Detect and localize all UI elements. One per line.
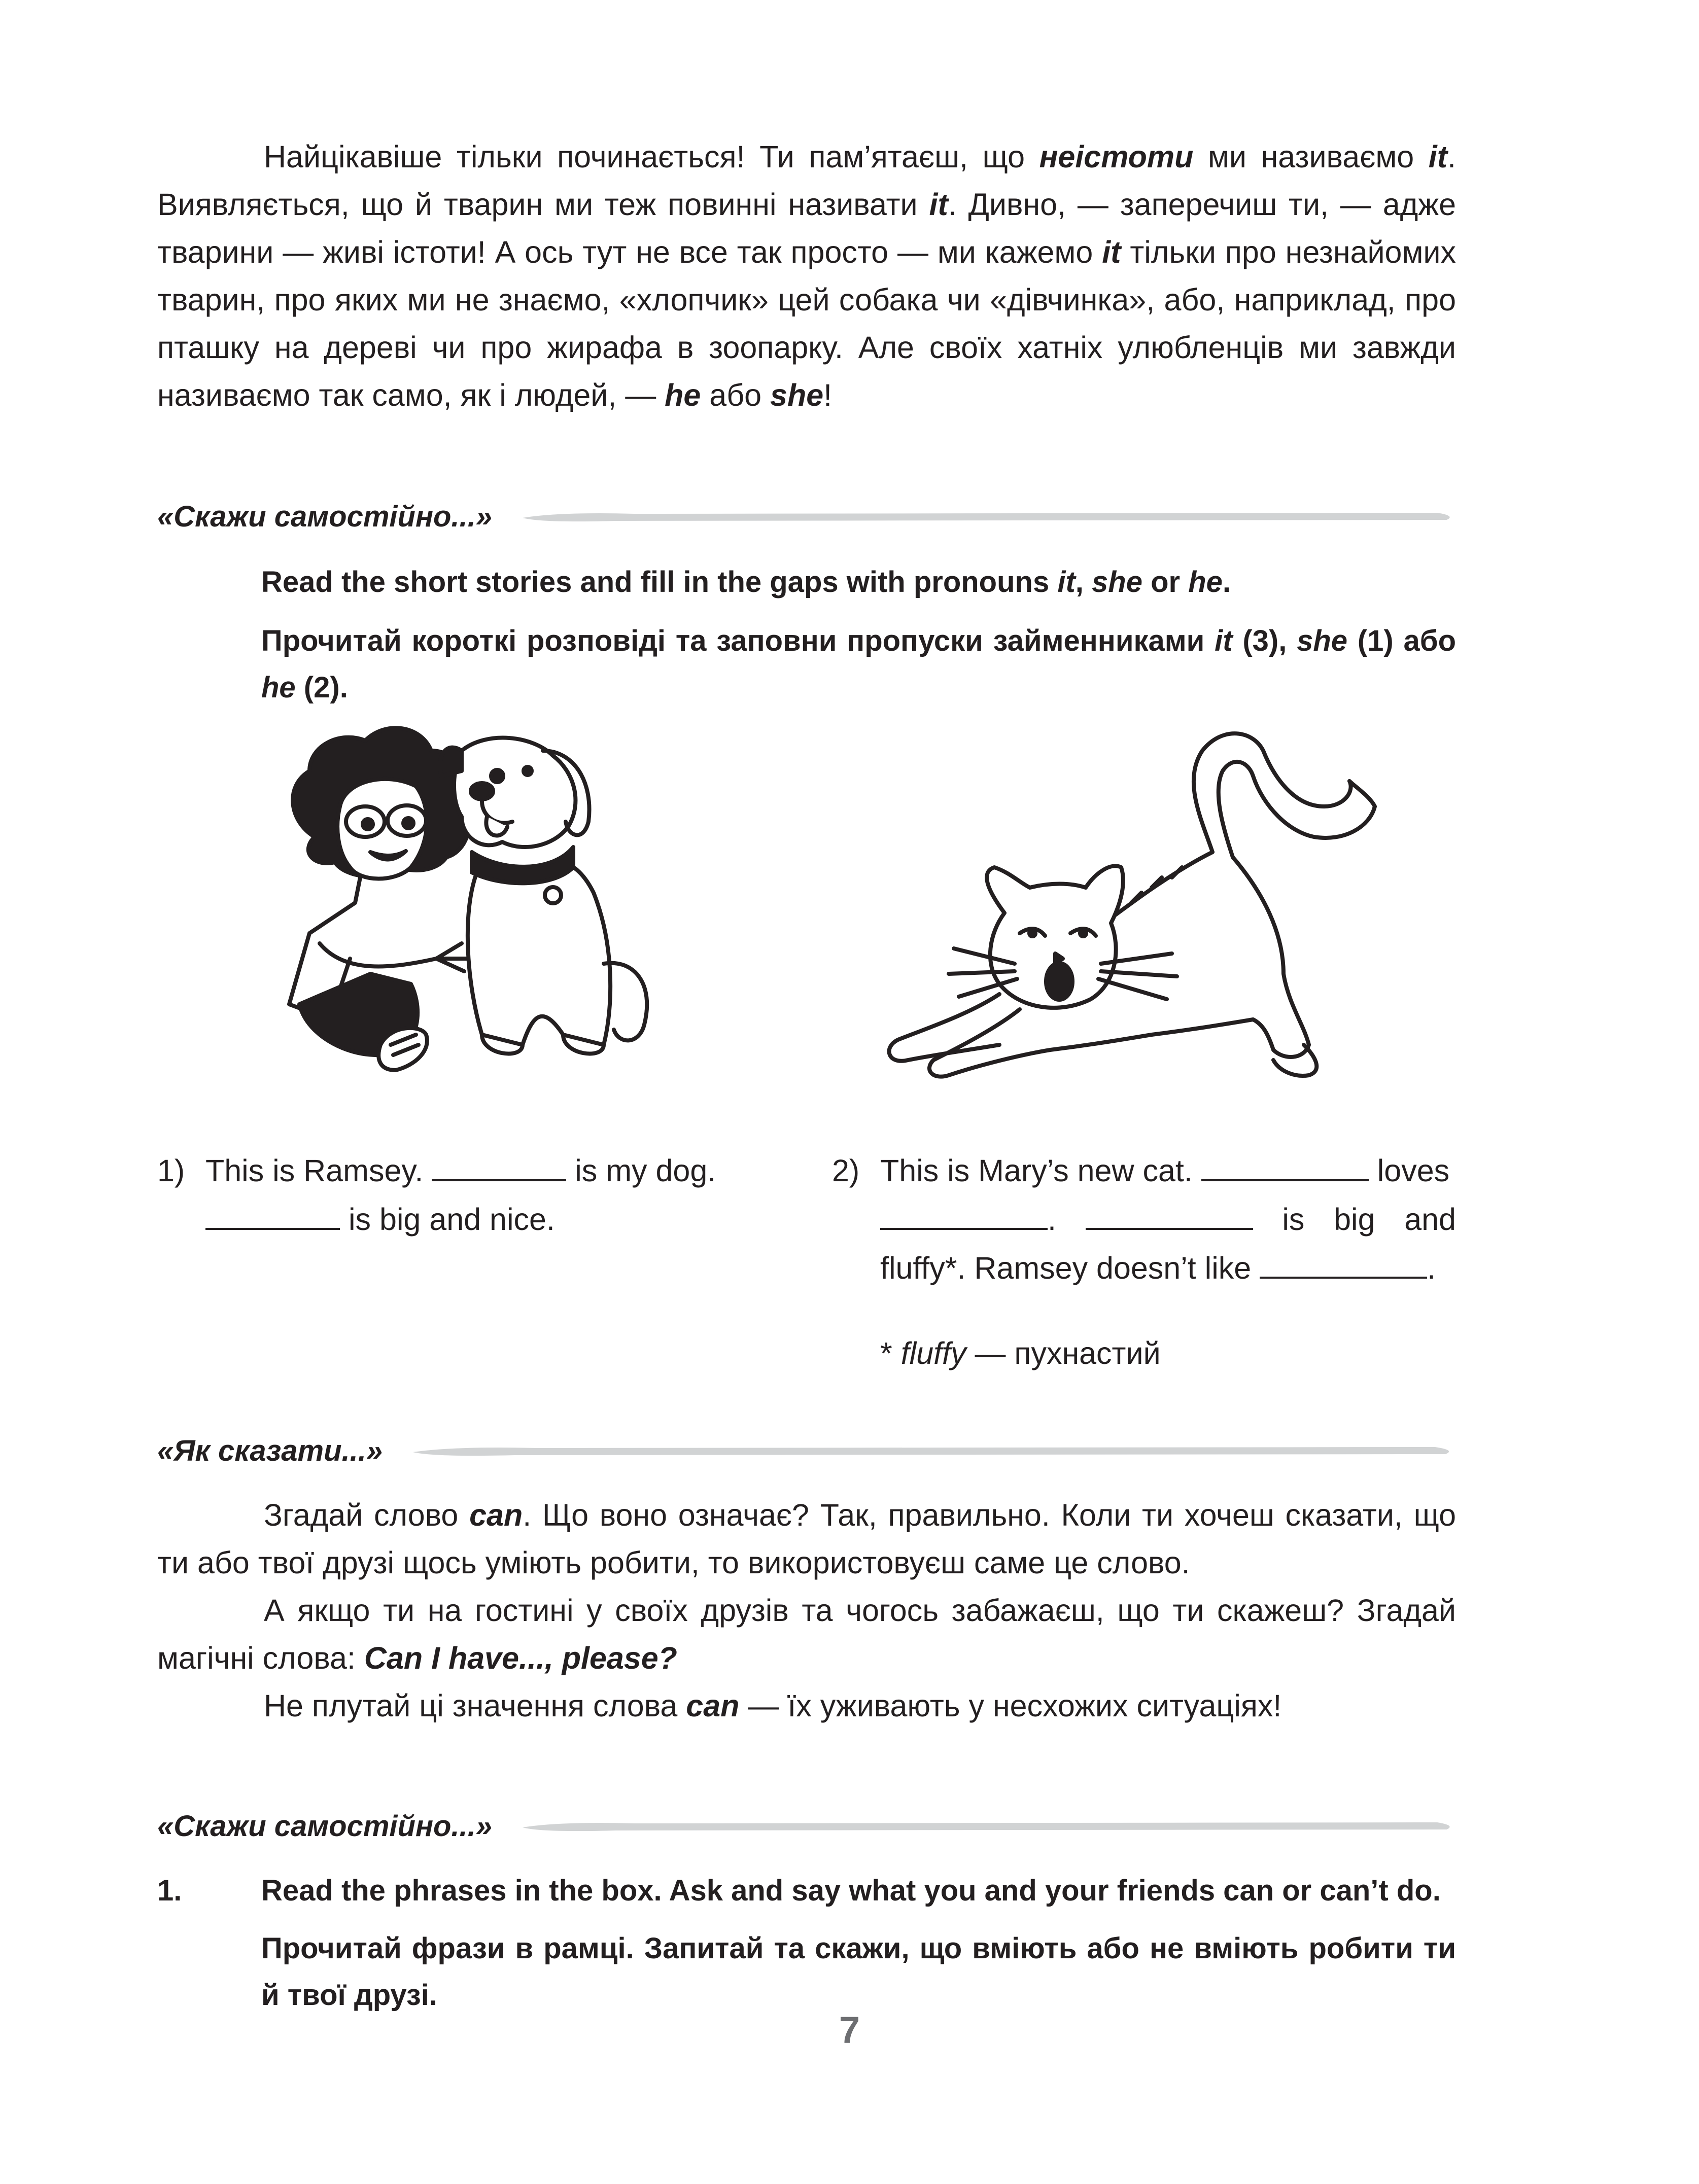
exercise-2 <box>832 1146 1456 1292</box>
answer-gap[interactable] <box>1086 1203 1253 1230</box>
task-1-instruction-en <box>157 1868 1456 1914</box>
paragraph-text: Згадай слово <box>264 1498 470 1532</box>
section-header <box>157 1806 1456 1846</box>
section-header <box>157 1430 1456 1471</box>
section-header <box>157 496 1456 537</box>
girl-with-dog-illustration <box>269 720 665 1085</box>
pronoun-word: he <box>1188 566 1223 598</box>
answer-gap[interactable] <box>205 1203 340 1230</box>
intro-emph-word: неістоти <box>1039 139 1194 174</box>
section-divider <box>413 1443 1456 1458</box>
intro-emph-word: it <box>1102 235 1121 269</box>
intro-paragraph <box>157 133 1456 419</box>
instruction-text: Read the short stories and fill in the gaps with pronouns <box>261 566 1058 598</box>
intro-text: тільки про незнайомих тварин, про яких ми не знаємо, «хлопчик» цей собака чи «дівчинка», або, наприклад, про пташку на дереві чи про жирафа в зоопарку. Але своїх хатніх улюбленців ми завжди називаємо так само, як і людей, — <box>157 235 1456 412</box>
intro-text: Найцікавіше тільки починається! Ти пам’ятаєш, що <box>264 139 1039 174</box>
footnote <box>880 1329 1438 1378</box>
answer-gap[interactable] <box>1201 1154 1369 1181</box>
paragraph-text: . Що воно означає? Так, правильно. Коли ти хочеш сказати, що ти або твої друзі щось уміють робити, то використовуєш саме це слово. <box>157 1498 1456 1580</box>
page-number: 7 <box>839 2009 860 2051</box>
section-title: «Скажи самостійно...» <box>157 1809 493 1843</box>
instruction-text: Read the phrases in the box. Ask and say what you and your friends can or can’t do. <box>261 1874 1441 1907</box>
instruction-text: Прочитай короткі розповіді та заповни пропуски займенниками <box>261 624 1215 657</box>
paragraph-text: Не плутай ці значення слова <box>264 1688 686 1723</box>
footnote-text: * <box>880 1336 901 1370</box>
exercise-sentence: is big and fluffy*. Ramsey doesn’t like <box>880 1202 1456 1285</box>
emph-phrase: Can I have..., please? <box>364 1641 677 1675</box>
emph-word: can <box>469 1498 523 1532</box>
pronoun-word: she <box>1092 566 1142 598</box>
exercise-sentence: This is Mary’s new cat. <box>880 1153 1193 1188</box>
emph-word: can <box>686 1688 740 1723</box>
intro-text: або <box>701 378 771 412</box>
intro-text: ми називаємо <box>1193 139 1429 174</box>
answer-gap[interactable] <box>880 1203 1048 1230</box>
instruction-text: , <box>1075 566 1092 598</box>
paragraph-text: А якщо ти на гостині у своїх друзів та чогось забажаєш, що ти скажеш? Згадай магічні слова: <box>157 1593 1456 1675</box>
instruction-text: or <box>1142 566 1189 598</box>
answer-gap[interactable] <box>1260 1251 1427 1279</box>
paragraph-text: — їх уживають у несхожих ситуаціях! <box>739 1688 1282 1723</box>
section-divider <box>523 509 1456 524</box>
intro-emph-word: it <box>929 187 948 222</box>
can-paragraph-3 <box>157 1682 1456 1730</box>
instruction-text: (1) або <box>1347 624 1457 657</box>
instruction-text: . <box>1222 566 1231 598</box>
exercise-sentence: loves <box>1377 1153 1450 1188</box>
exercise-sentence: is big and nice. <box>348 1202 555 1237</box>
exercise-1 <box>157 1146 786 1244</box>
instruction-text: (3), <box>1232 624 1297 657</box>
exercise-sentence: This is Ramsey. <box>205 1153 424 1188</box>
exercise-text <box>157 1146 786 1244</box>
exercise-number: 1) <box>157 1153 185 1188</box>
exercise-sentence: . <box>1048 1202 1056 1237</box>
footnote-text: — пухнастий <box>966 1336 1161 1370</box>
intro-emph-word: it <box>1428 139 1448 174</box>
intro-text: ! <box>823 378 833 412</box>
instruction-text: Прочитай фрази в рамці. Запитай та скажи, що вміють або не вміють робити ти й твої друзі. <box>261 1932 1456 2012</box>
pronoun-word: it <box>1057 566 1076 598</box>
can-paragraph-1 <box>157 1491 1456 1587</box>
intro-text: . Виявляється, що й тварин ми теж повинні називати <box>157 139 1456 222</box>
can-paragraph-2 <box>157 1587 1456 1682</box>
pronoun-word: it <box>1215 624 1233 657</box>
exercise-number: 2) <box>832 1153 860 1188</box>
intro-text: . Дивно, — заперечиш ти, — адже тварини — живі істоти! А ось тут не все так просто — ми кажемо <box>157 187 1456 269</box>
task-instruction-ua <box>261 618 1456 711</box>
instruction-text: (2). <box>295 671 348 704</box>
intro-emph-word: she <box>770 378 824 412</box>
task-number: 1. <box>157 1874 182 1907</box>
cat-illustration <box>868 720 1436 1085</box>
intro-emph-word: he <box>665 378 701 412</box>
section-divider <box>523 1818 1456 1834</box>
answer-gap[interactable] <box>432 1154 566 1181</box>
task-instruction-en <box>261 559 1456 606</box>
exercise-sentence: is my dog. <box>575 1153 716 1188</box>
pronoun-word: he <box>261 671 296 704</box>
section-title: «Скажи самостійно...» <box>157 500 493 533</box>
exercise-sentence: . <box>1427 1251 1436 1285</box>
footnote-word: fluffy <box>900 1336 966 1370</box>
exercise-text <box>832 1146 1456 1292</box>
task-1-instruction-ua <box>261 1925 1456 2019</box>
pronoun-word: she <box>1297 624 1348 657</box>
section-title: «Як сказати...» <box>157 1434 383 1467</box>
